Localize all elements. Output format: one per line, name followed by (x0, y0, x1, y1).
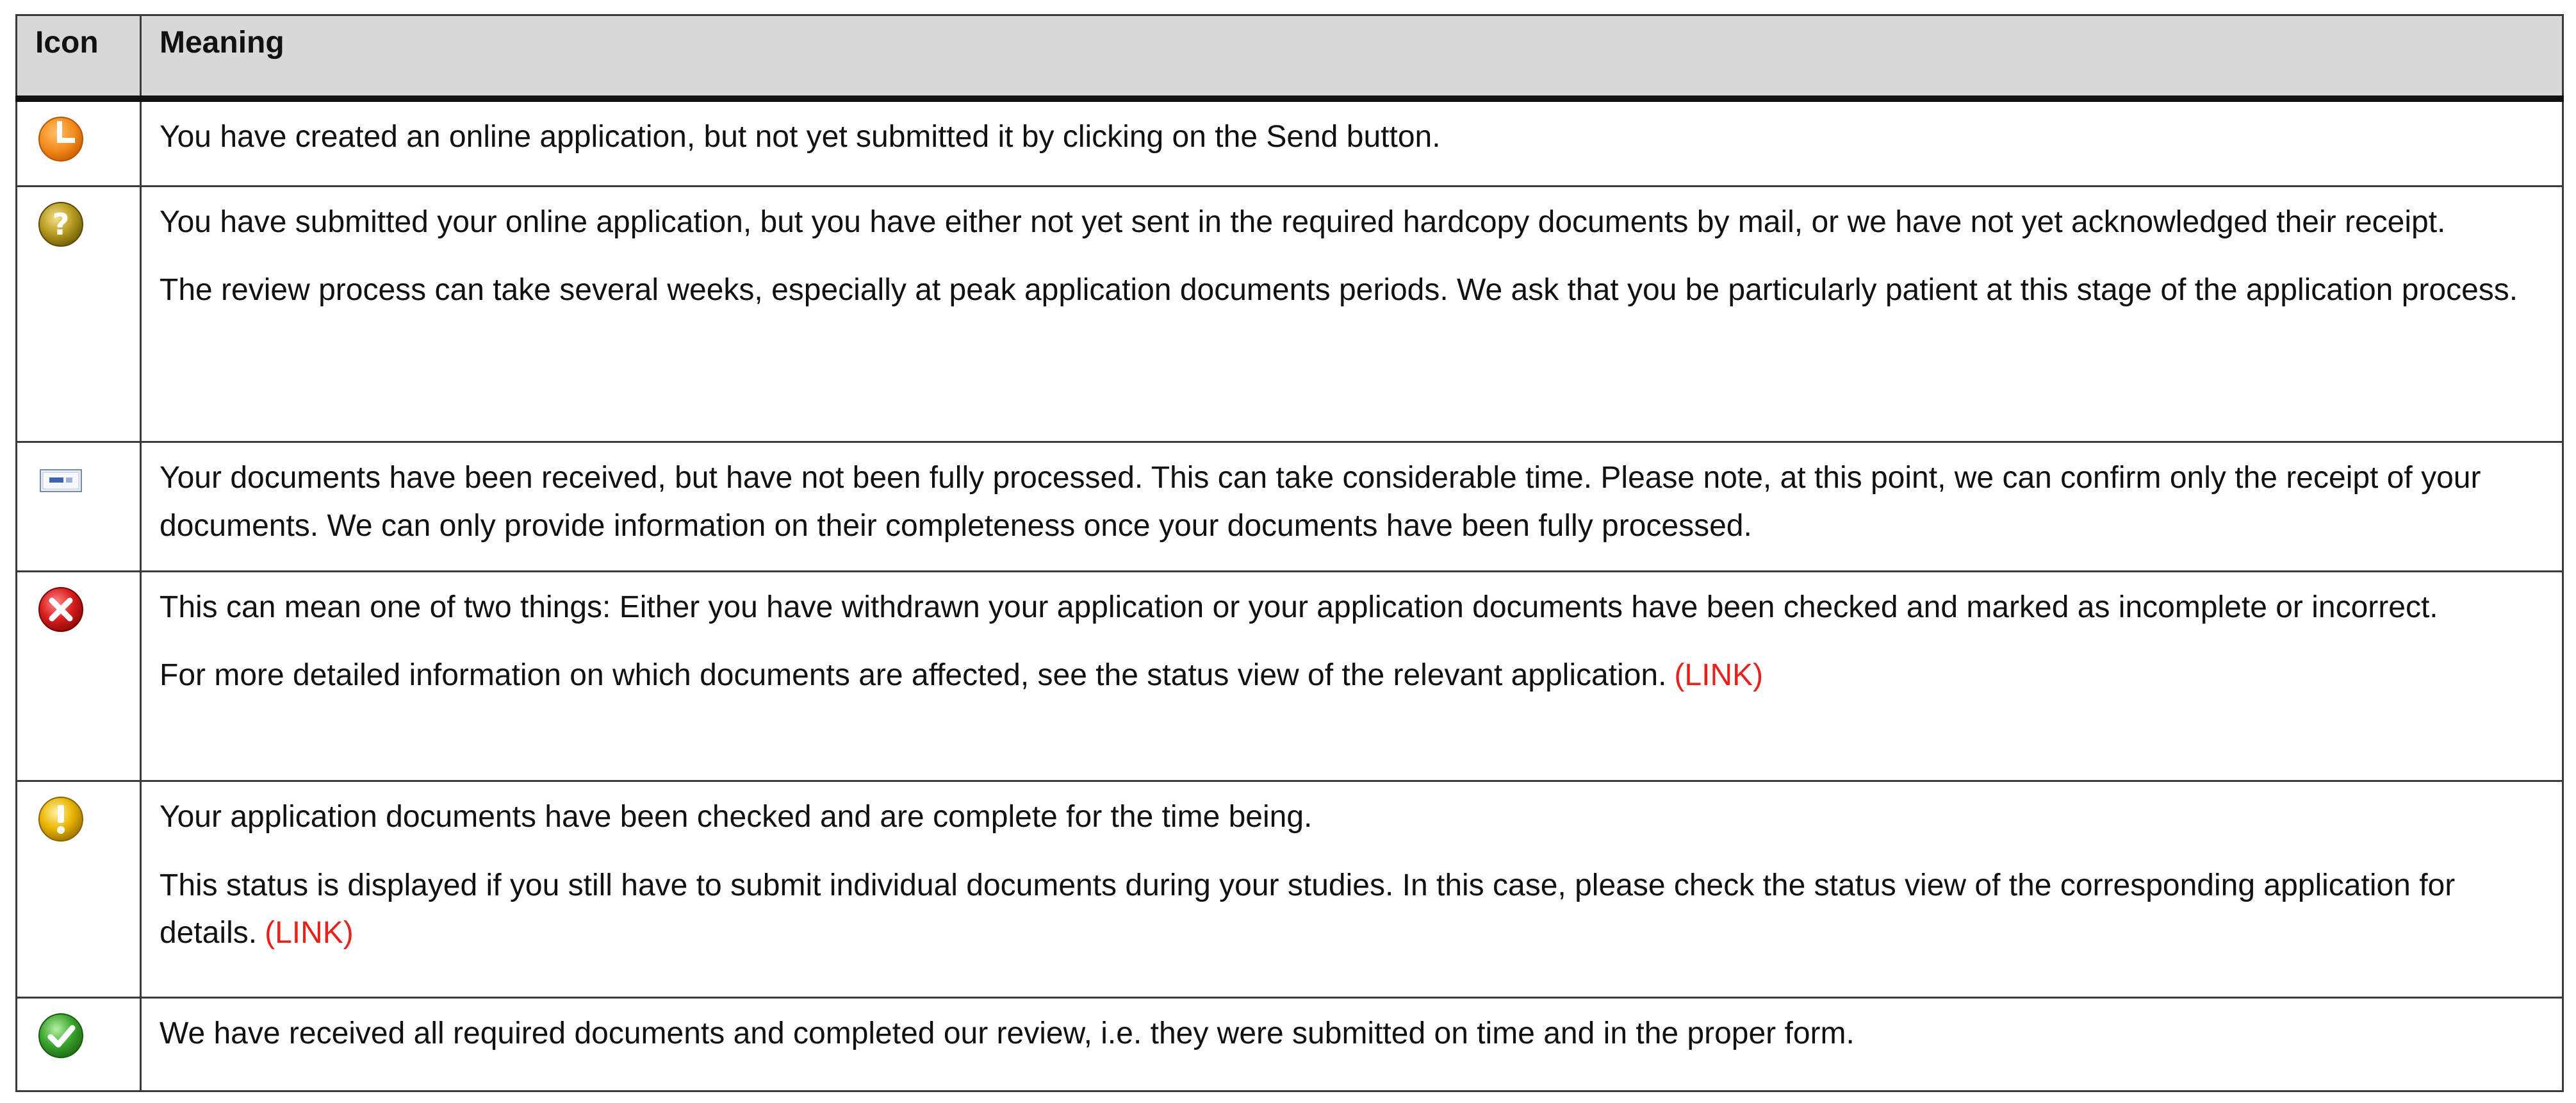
icon-cell (17, 571, 141, 781)
meaning-text: We have received all required documents and completed our review, i.e. they were submitted on time and in the proper form. (160, 1016, 1855, 1050)
meaning-cell (141, 442, 2563, 572)
meaning-paragraph (160, 862, 2544, 958)
table-header-row (17, 15, 2563, 99)
icon-column-header: Icon (17, 15, 141, 99)
meaning-text: This status is displayed if you still have to submit individual documents during your studies. In this case, please check the status view of the corresponding application for details. (160, 868, 2456, 950)
icon-cell (17, 997, 141, 1091)
meaning-paragraph (160, 793, 2544, 841)
meaning-cell (141, 571, 2563, 781)
status-view-link[interactable]: (LINK) (265, 915, 354, 950)
meaning-paragraph (160, 584, 2544, 631)
meaning-text: This can mean one of two things: Either you have withdrawn your application or your application documents have been checked and marked as incomplete or incorrect. (160, 590, 2438, 624)
green-check-icon (37, 1011, 94, 1069)
icon-cell (17, 99, 141, 187)
meaning-text: You have submitted your online application, but you have either not yet sent in the required hardcopy documents by mail, or we have not yet acknowledged their receipt. (160, 205, 2446, 240)
meaning-paragraph (160, 199, 2544, 246)
table-row (17, 99, 2563, 187)
envelope-icon (37, 456, 94, 513)
meaning-text: Your documents have been received, but have not been fully processed. This can take considerable time. Please note, at this point, we can confirm only the receipt of your documents. We can only provide information on their completeness once your documents have been fully processed. (160, 461, 2481, 543)
table-row (17, 781, 2563, 998)
table-row (17, 571, 2563, 781)
exclamation-icon (37, 795, 94, 852)
meaning-cell (141, 99, 2563, 187)
meaning-paragraph (160, 113, 2544, 161)
meaning-paragraph (160, 267, 2544, 314)
orange-clock-icon (37, 115, 94, 172)
question-mark-icon (37, 200, 94, 258)
meaning-paragraph (160, 652, 2544, 699)
svg-text:?: ? (52, 207, 70, 242)
table-row (17, 442, 2563, 572)
meaning-column-header: Meaning (141, 15, 2563, 99)
icon-cell (17, 442, 141, 572)
meaning-paragraph (160, 1010, 2544, 1057)
red-x-icon (37, 585, 94, 643)
icon-cell (17, 781, 141, 998)
status-view-link[interactable]: (LINK) (1674, 658, 1764, 693)
icon-cell (17, 187, 141, 442)
status-legend-table (15, 14, 2564, 1092)
meaning-text: You have created an online application, but not yet submitted it by clicking on the Send button. (160, 119, 1441, 154)
meaning-cell (141, 997, 2563, 1091)
status-legend-table-wrapper (15, 14, 2564, 1092)
meaning-cell (141, 187, 2563, 442)
meaning-text: Your application documents have been checked and are complete for the time being. (160, 800, 1313, 834)
meaning-paragraph (160, 454, 2544, 550)
table-row (17, 997, 2563, 1091)
meaning-cell (141, 781, 2563, 998)
meaning-text: For more detailed information on which documents are affected, see the status view of the relevant application. (160, 658, 1667, 693)
meaning-text: The review process can take several weeks, especially at peak application documents periods. We ask that you be particularly patient at this stage of the application process. (160, 273, 2518, 308)
table-row (17, 187, 2563, 442)
